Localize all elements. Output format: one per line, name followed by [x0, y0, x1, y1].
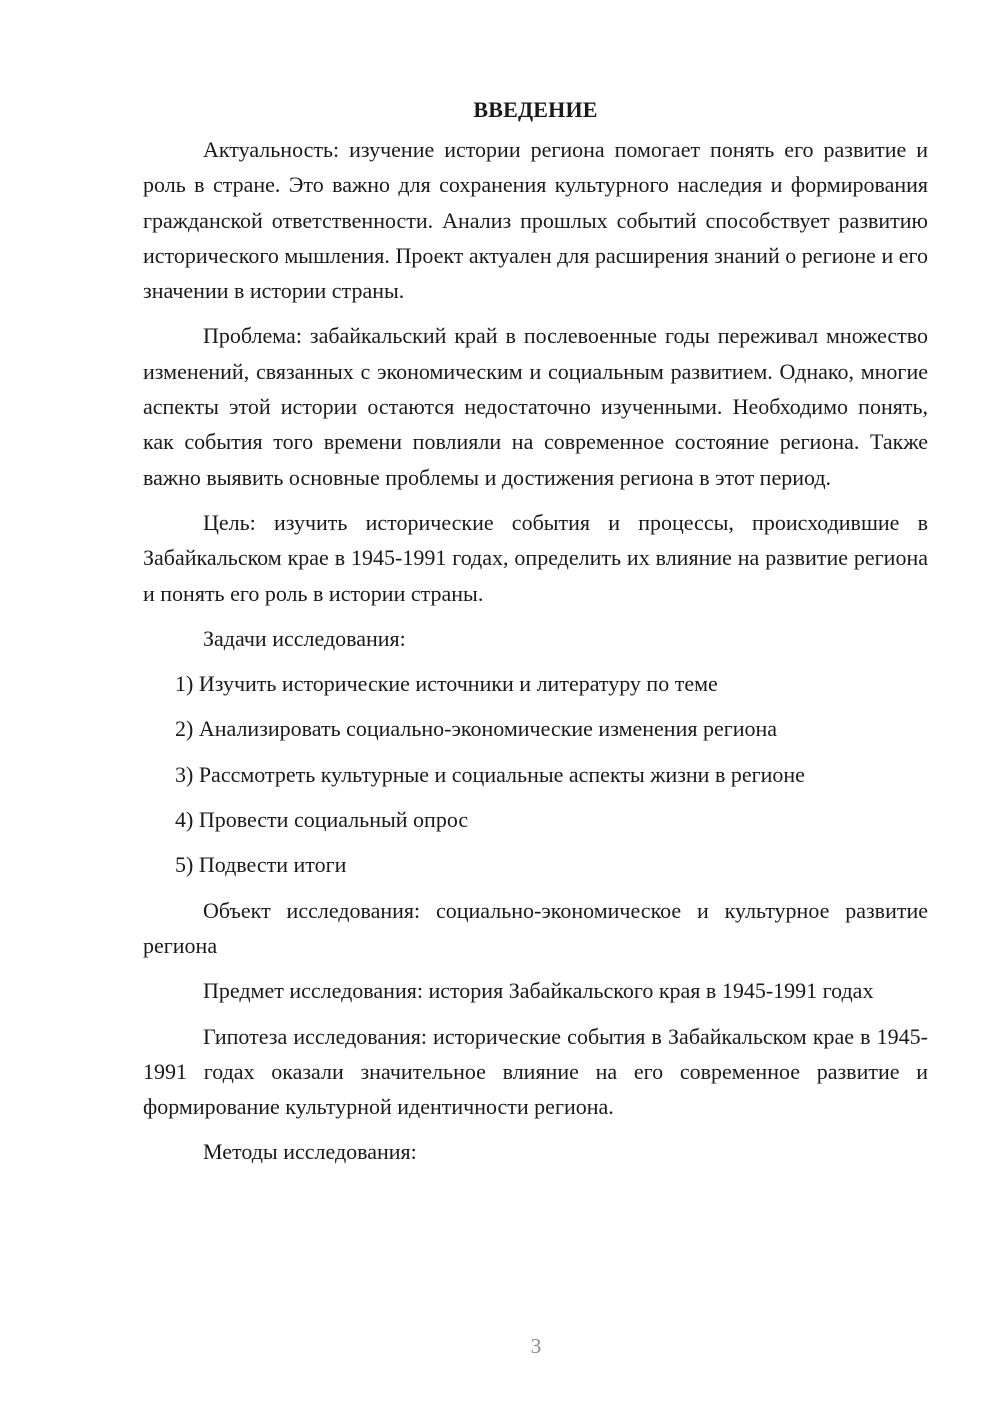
tasks-list: [143, 666, 928, 882]
problem-paragraph: Проблема: забайкальский край в послевоенные годы переживал множество изменений, связанных с экономическим и социальным развитием. Однако, многие аспекты этой истории остаются недостаточно изученными. Необходимо понять, как события того времени повлияли на современное состояние региона. Также важно выявить основные проблемы и достижения региона в этот период.: [143, 323, 928, 490]
task-item: 2) Анализировать социально-экономические изменения региона: [175, 716, 778, 742]
object-paragraph: Объект исследования: социально-экономическое и культурное развитие региона: [143, 897, 928, 958]
document-title: ВВЕДЕНИЕ: [473, 97, 598, 122]
subject-paragraph: Предмет исследования: история Забайкальского края в 1945-1991 годах: [203, 978, 874, 1004]
methods-heading: Методы исследования:: [203, 1139, 417, 1165]
task-item: 5) Подвести итоги: [175, 852, 347, 878]
tasks-heading: Задачи исследования:: [203, 625, 406, 651]
page-number: 3: [530, 1334, 542, 1358]
document-page: [143, 96, 928, 1180]
hypothesis-paragraph: Гипотеза исследования: исторические события в Забайкальском крае в 1945-1991 годах оказали значительное влияние на его современное развитие и формирование культурной идентичности региона.: [143, 1023, 928, 1120]
task-item: 1) Изучить исторические источники и литературу по теме: [175, 671, 718, 697]
task-item: 3) Рассмотреть культурные и социальные аспекты жизни в регионе: [175, 761, 805, 787]
goal-paragraph: Цель: изучить исторические события и процессы, происходившие в Забайкальском крае в 1945-1991 годах, определить их влияние на развитие региона и понять его роль в истории страны.: [143, 509, 928, 606]
relevance-paragraph: Актуальность: изучение истории региона помогает понять его развитие и роль в стране. Это важно для сохранения культурного наследия и формирования гражданской ответственности. Анализ прошлых событий способствует развитию исторического мышления. Проект актуален для расширения знаний о регионе и его значении в истории страны.: [143, 137, 928, 304]
task-item: 4) Провести социальный опрос: [175, 807, 469, 833]
